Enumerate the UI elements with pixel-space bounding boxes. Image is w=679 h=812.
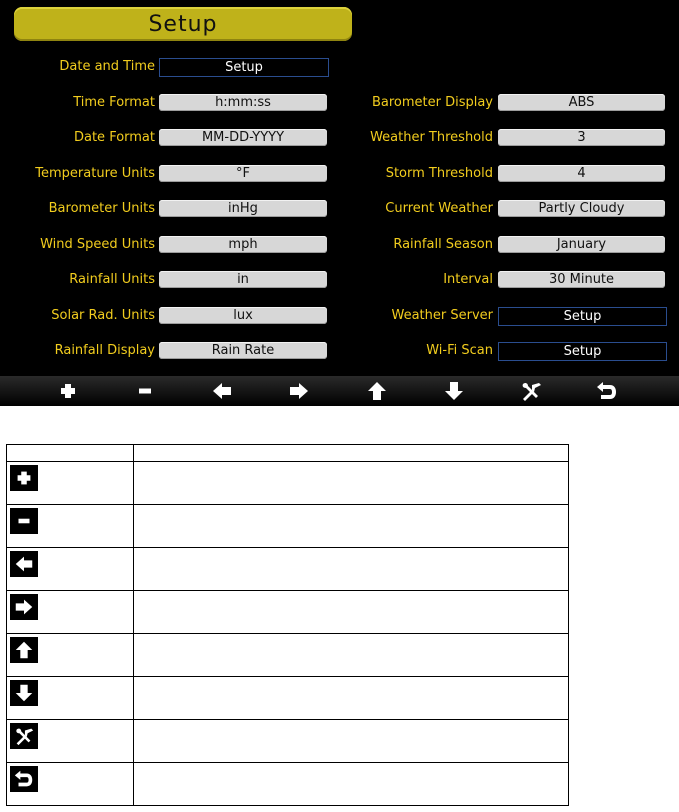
legend-icon-cell [7,677,134,720]
tools-icon [10,723,38,749]
legend-row [7,505,569,548]
date-and-time-setup-button[interactable]: Setup [159,58,329,77]
legend-row [7,634,569,677]
legend-description [134,677,569,720]
arrow-up-icon [10,637,38,663]
legend-icon-cell [7,548,134,591]
bottom-toolbar [0,376,679,406]
legend-header-description [134,445,569,462]
storm-threshold-label: Storm Threshold [385,166,493,181]
rainfall-units-field[interactable]: in [159,271,327,288]
legend-description [134,548,569,591]
return-icon [10,766,38,792]
time-format-label: Time Format [73,95,155,110]
arrow-up-icon[interactable] [365,381,389,401]
temperature-units-label: Temperature Units [35,166,155,181]
barometer-display-field[interactable]: ABS [498,94,665,111]
arrow-left-icon[interactable] [210,381,234,401]
legend-row [7,462,569,505]
legend-icon-cell [7,505,134,548]
legend-row [7,548,569,591]
arrow-down-icon[interactable] [442,381,466,401]
rainfall-display-label: Rainfall Display [54,343,155,358]
rainfall-display-field[interactable]: Rain Rate [159,342,327,359]
legend-description [134,720,569,763]
arrow-left-icon [10,551,38,577]
return-icon[interactable] [595,381,619,401]
barometer-units-label: Barometer Units [48,201,155,216]
current-weather-label: Current Weather [385,201,493,216]
title-bar [14,7,352,41]
minus-icon[interactable] [133,381,157,401]
page-title: Setup [148,11,218,37]
barometer-display-label: Barometer Display [371,95,493,110]
legend-description [134,505,569,548]
legend-row [7,720,569,763]
current-weather-field[interactable]: Partly Cloudy [498,200,665,217]
interval-label: Interval [443,272,493,287]
legend-icon-cell [7,634,134,677]
legend-icon-cell [7,462,134,505]
weather-server-label: Weather Server [391,308,493,323]
legend-description [134,591,569,634]
interval-field[interactable]: 30 Minute [498,271,665,288]
time-format-field[interactable]: h:mm:ss [159,94,327,111]
arrow-right-icon[interactable] [287,381,311,401]
legend-description [134,763,569,806]
date-and-time-label: Date and Time [59,59,155,74]
legend-icon-cell [7,591,134,634]
solar-rad-units-label: Solar Rad. Units [51,308,155,323]
legend-row [7,677,569,720]
legend-description [134,634,569,677]
arrow-down-icon [10,680,38,706]
solar-rad-units-field[interactable]: lux [159,307,327,324]
weather-threshold-field[interactable]: 3 [498,129,665,146]
legend-row [7,591,569,634]
storm-threshold-field[interactable]: 4 [498,165,665,182]
legend-icon-cell [7,763,134,806]
icon-legend-table [6,444,569,806]
date-format-field[interactable]: MM-DD-YYYY [159,129,327,146]
legend-row [7,763,569,806]
wind-speed-units-field[interactable]: mph [159,236,327,253]
temperature-units-field[interactable]: °F [159,165,327,182]
tools-icon[interactable] [519,381,543,401]
legend-header-icon [7,445,134,462]
arrow-right-icon [10,594,38,620]
legend-description [134,462,569,505]
legend-header-row [7,445,569,462]
date-format-label: Date Format [73,130,155,145]
plus-icon[interactable] [56,381,80,401]
legend-icon-cell [7,720,134,763]
weather-threshold-label: Weather Threshold [370,130,493,145]
plus-icon [10,465,38,491]
wi-fi-scan-label: Wi-Fi Scan [426,343,493,358]
wind-speed-units-label: Wind Speed Units [40,237,155,252]
rainfall-units-label: Rainfall Units [69,272,155,287]
wi-fi-scan-setup-button[interactable]: Setup [498,342,667,361]
minus-icon [10,508,38,534]
barometer-units-field[interactable]: inHg [159,200,327,217]
weather-server-setup-button[interactable]: Setup [498,307,667,326]
rainfall-season-label: Rainfall Season [393,237,493,252]
rainfall-season-field[interactable]: January [498,236,665,253]
